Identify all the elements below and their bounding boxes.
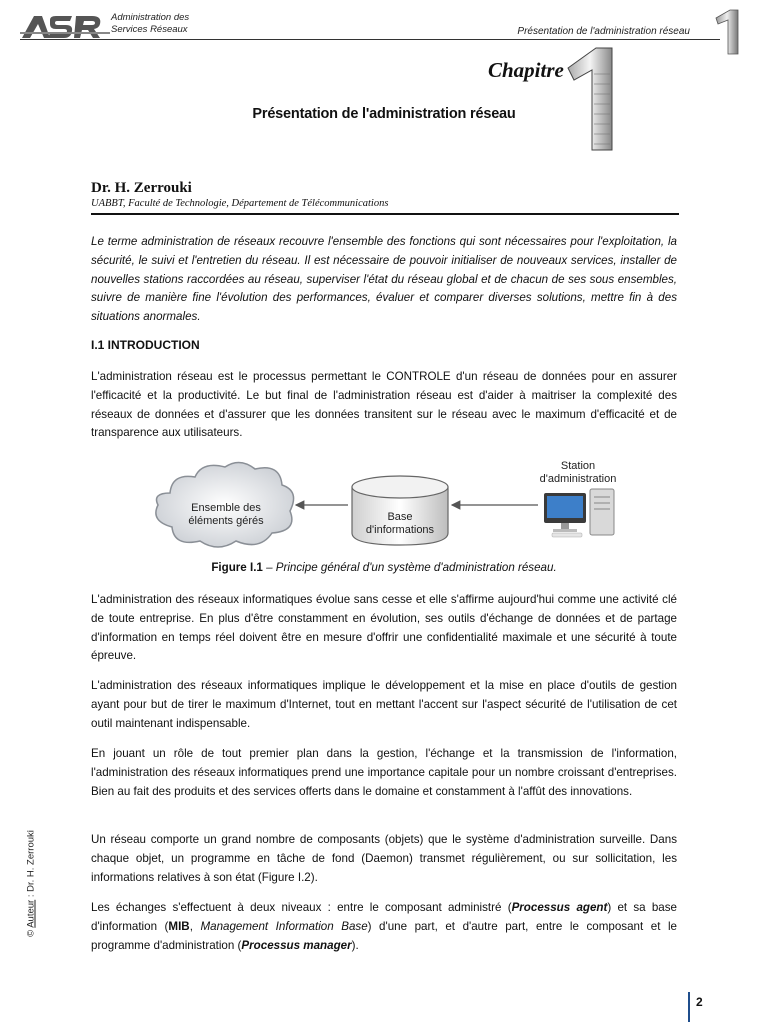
- paragraph-3: L'administration des réseaux informatiques implique le développement et la mise en place d'outils de gestion ayant pour but de tirer le maximum d'Internet, tout en mettant l'accent sur l'aspect sécurité de l'utilisation de cet outil maintenant indispensable.: [91, 679, 677, 730]
- chapter-label: Chapitre: [488, 58, 564, 82]
- db-label-2: d'informations: [365, 524, 435, 536]
- db-label-1: Base: [387, 511, 413, 523]
- chapter-title: [0, 106, 768, 122]
- copyright-symbol: ©: [25, 929, 37, 937]
- header-rule: [20, 39, 720, 40]
- figure-caption: [0, 561, 768, 574]
- logo-line-2: Services Réseaux: [111, 24, 188, 35]
- asr-logo: [20, 12, 110, 40]
- paragraph-1: L'administration réseau est le processus permettant le CONTROLE d'un réseau de données pour en assurer l'efficacité et la productivité. Le but final de l'administration réseau est d'aider à maitriser la complexité des réseaux de données et d'assurer que les données transitent sur le réseau avec le maximum d'efficacité et de transparence aux utilisateurs.: [91, 370, 677, 440]
- logo-line-1: Administration des: [111, 12, 190, 23]
- p6-processus-manager: Processus manager: [241, 938, 352, 952]
- p6-processus-agent: Processus agent: [511, 901, 608, 914]
- author-affiliation: UABBT, Faculté de Technologie, Département de Télécommunications: [91, 198, 389, 209]
- p6-part-a: Les échanges s'effectuent à deux niveaux : entre le composant administré (: [91, 901, 512, 914]
- logo-tagline: [111, 12, 189, 36]
- figure-diagram: [140, 453, 640, 558]
- side-author-label: Auteur: [25, 899, 37, 928]
- p6-part-i: ).: [351, 938, 359, 952]
- figure-caption-label: Figure I.1: [211, 561, 263, 574]
- chapter-number-header: [712, 8, 742, 56]
- p6-mib-expansion: Management Information Base: [200, 919, 368, 933]
- author-rule: [91, 213, 679, 215]
- p6-part-g: ) d'une part, et d'autre part, entre le composant et le programme d'administration (: [91, 919, 677, 952]
- station-label-2: d'administration: [539, 473, 617, 485]
- section-heading: I.1 INTRODUCTION: [91, 338, 200, 352]
- running-title: Présentation de l'administration réseau: [517, 26, 690, 37]
- station-label-1: Station: [560, 460, 596, 472]
- cloud-label-1: Ensemble des: [191, 502, 261, 514]
- p6-part-e: ,: [189, 919, 201, 933]
- chapter-number-graphic: [560, 44, 630, 154]
- p6-part-c: ) et sa base d'information (: [91, 901, 677, 933]
- paragraph-6: [91, 899, 677, 955]
- computer-icon: [544, 489, 614, 537]
- database-top: [352, 476, 448, 498]
- p6-mib: MIB: [168, 919, 190, 933]
- chapter-title-text: Présentation de l'administration réseau: [252, 106, 516, 122]
- page-number-bar: [688, 992, 690, 1022]
- side-author-note: [21, 822, 41, 952]
- paragraph-5: Un réseau comporte un grand nombre de composants (objets) que le système d'administration surveille. Dans chaque objet, un programme en tâche de fond (Daemon) transmet régulièrement, ou sur sollicitation, les informations relatives à son état (Figure I.2).: [91, 833, 677, 884]
- cloud-label-2: éléments gérés: [188, 515, 264, 527]
- paragraph-4: En jouant un rôle de tout premier plan dans la gestion, l'échange et la transmission de l'information, l'administration des réseaux informatiques prend une importance capitale pour un nombre croissant d'entreprises. Bien au fait des produits et des services offerts dans le domaine et constamment à l'affût des innovations.: [91, 747, 677, 798]
- figure-caption-text: – Principe général d'un système d'administration réseau.: [262, 561, 557, 574]
- side-author-name: : Dr. H. Zerrouki: [25, 830, 37, 900]
- paragraph-2: L'administration des réseaux informatiques évolue sans cesse et elle s'affirme aujourd'hui comme une activité clé de toute entreprise. En plus d'être constamment en évolution, ses outils d'échange de données et de partage d'information en temps réel doivent être en mesure d'offrir une confidentialité maximale et une sécurité à toute épreuve.: [91, 593, 677, 663]
- page-number: 2: [696, 995, 703, 1009]
- author-name: Dr. H. Zerrouki: [91, 180, 192, 196]
- abstract: Le terme administration de réseaux recouvre l'ensemble des fonctions qui sont nécessaires pour l'exploitation, la sécurité, le suivi et l'entretien du réseau. Il est nécessaire de pouvoir initialiser de nouveaux services, installer de nouvelles stations raccordées au réseau, superviser l'état du réseau global et de chacun de ses sous ensembles, suivre de manière fine l'évolution des performances, évaluer et comparer diverses solutions, mettre fin à des situations anormales.: [91, 235, 677, 324]
